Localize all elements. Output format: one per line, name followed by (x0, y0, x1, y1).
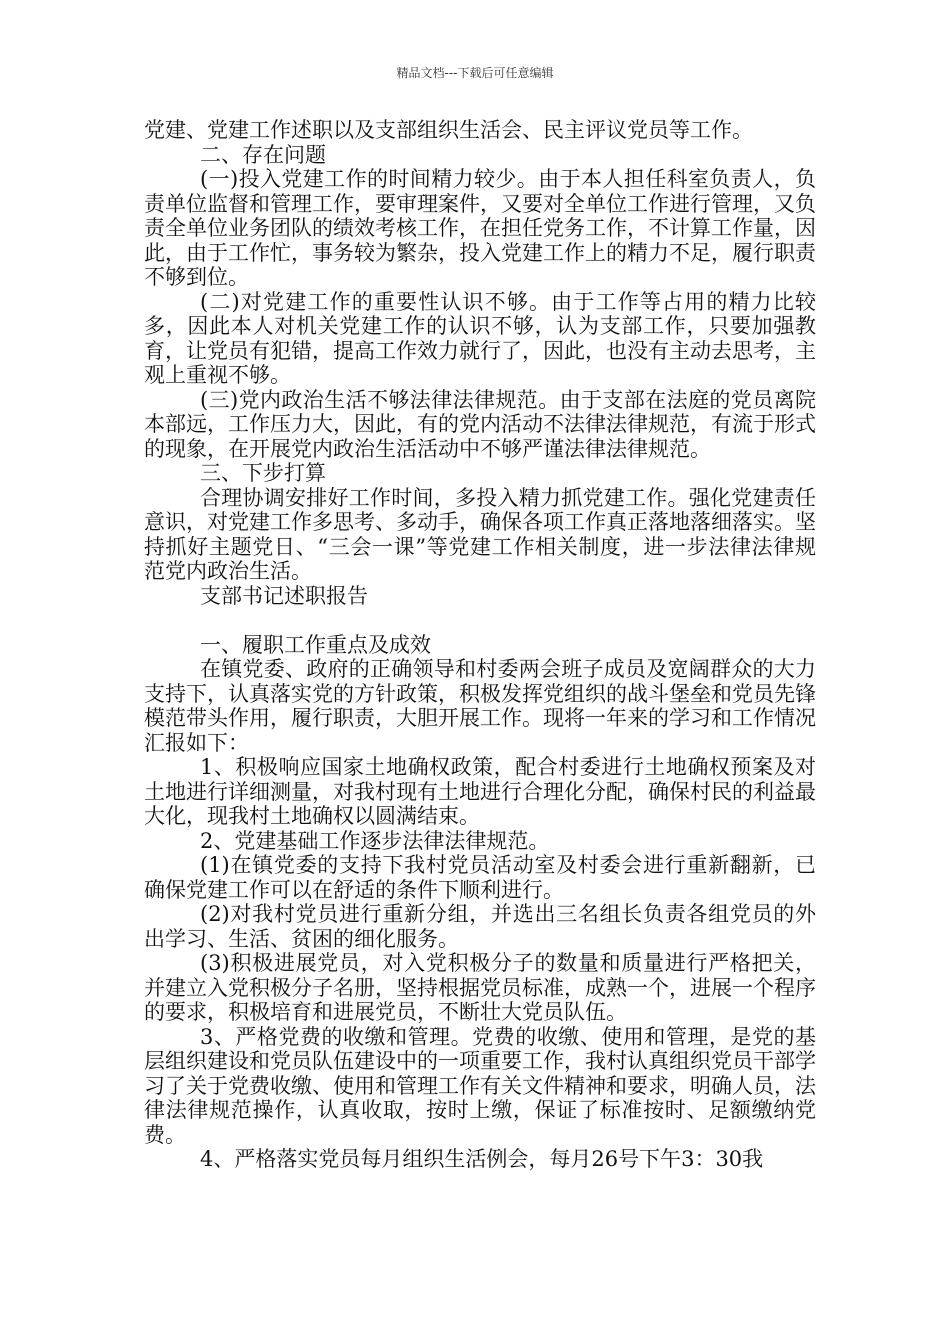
paragraph: 三、下步打算 (200, 461, 326, 485)
paragraph: (2)对我村党员进行重新分组，并选出三名组长负责各组党员的外出学习、生活、贫困的细化服务。 (144, 902, 816, 951)
paragraph: (三)党内政治生活不够法律法律规范。由于支部在法庭的党员离院本部远，工作压力大，因此，有的党内活动不法律法律规范，有流于形式的现象，在开展党内政治生活活动中不够严谨法律法律规范。 (144, 387, 816, 461)
page-header: 精品文档---下载后可任意编辑 (396, 66, 554, 80)
paragraph: (一)投入党建工作的时间精力较少。由于本人担任科室负责人，负责单位监督和管理工作，要审理案件，又要对全单位工作进行管理，又负责全单位业务团队的绩效考核工作，在担任党务工作，不计算工作量，因此，由于工作忙，事务较为繁杂，投入党建工作上的精力不足，履行职责不够到位。 (144, 167, 816, 289)
paragraph: 党建、党建工作述职以及支部组织生活会、民主评议党员等工作。 (144, 118, 753, 142)
paragraph: 4、严格落实党员每月组织生活例会，每月26号下午3：30我 (200, 1147, 764, 1171)
paragraph: 一、履职工作重点及成效 (200, 632, 431, 657)
paragraph: 在镇党委、政府的正确领导和村委两会班子成员及宽阔群众的大力支持下，认真落实党的方针政策，积极发挥党组织的战斗堡垒和党员先锋模范带头作用，履行职责，大胆开展工作。现将一年来的学习和工作情况汇报如下： (144, 657, 816, 755)
blank-line (144, 608, 816, 633)
paragraph: 1、积极响应国家土地确权政策，配合村委进行土地确权预案及对土地进行详细测量，对我村现有土地进行合理化分配，确保村民的利益最大化，现我村土地确权以圆满结束。 (144, 755, 816, 828)
paragraph: 合理协调安排好工作时间，多投入精力抓党建工作。强化党建责任意识，对党建工作多思考、多动手，确保各项工作真正落地落细落实。坚持抓好主题党日、“三会一课”等党建工作相关制度，进一步法律法律规范党内政治生活。 (144, 485, 816, 583)
paragraph: (二)对党建工作的重要性认识不够。由于工作等占用的精力比较多，因此本人对机关党建工作的认识不够，认为支部工作，只要加强教育，让党员有犯错，提高工作效力就行了，因此，也没有主动去思考，主观上重视不够。 (144, 289, 816, 387)
paragraph: 二、存在问题 (200, 142, 326, 167)
paragraph: 支部书记述职报告 (200, 583, 368, 608)
paragraph: (3)积极进展党员，对入党积极分子的数量和质量进行严格把关，并建立入党积极分子名册，坚持根据党员标准，成熟一个，进展一个程序的要求，积极培育和进展党员，不断壮大党员队伍。 (144, 951, 816, 1024)
paragraph: (1)在镇党委的支持下我村党员活动室及村委会进行重新翻新，已确保党建工作可以在舒适的条件下顺利进行。 (144, 853, 816, 902)
paragraph: 3、严格党费的收缴和管理。党费的收缴、使用和管理，是党的基层组织建设和党员队伍建设中的一项重要工作，我村认真组织党员干部学习了关于党费收缴、使用和管理工作有关文件精神和要求，明确人员，法律法律规范操作，认真收取，按时上缴，保证了标准按时、足额缴纳党费。 (144, 1024, 816, 1147)
paragraph: 2、党建基础工作逐步法律法律规范。 (200, 828, 550, 853)
document-body (144, 118, 816, 1172)
